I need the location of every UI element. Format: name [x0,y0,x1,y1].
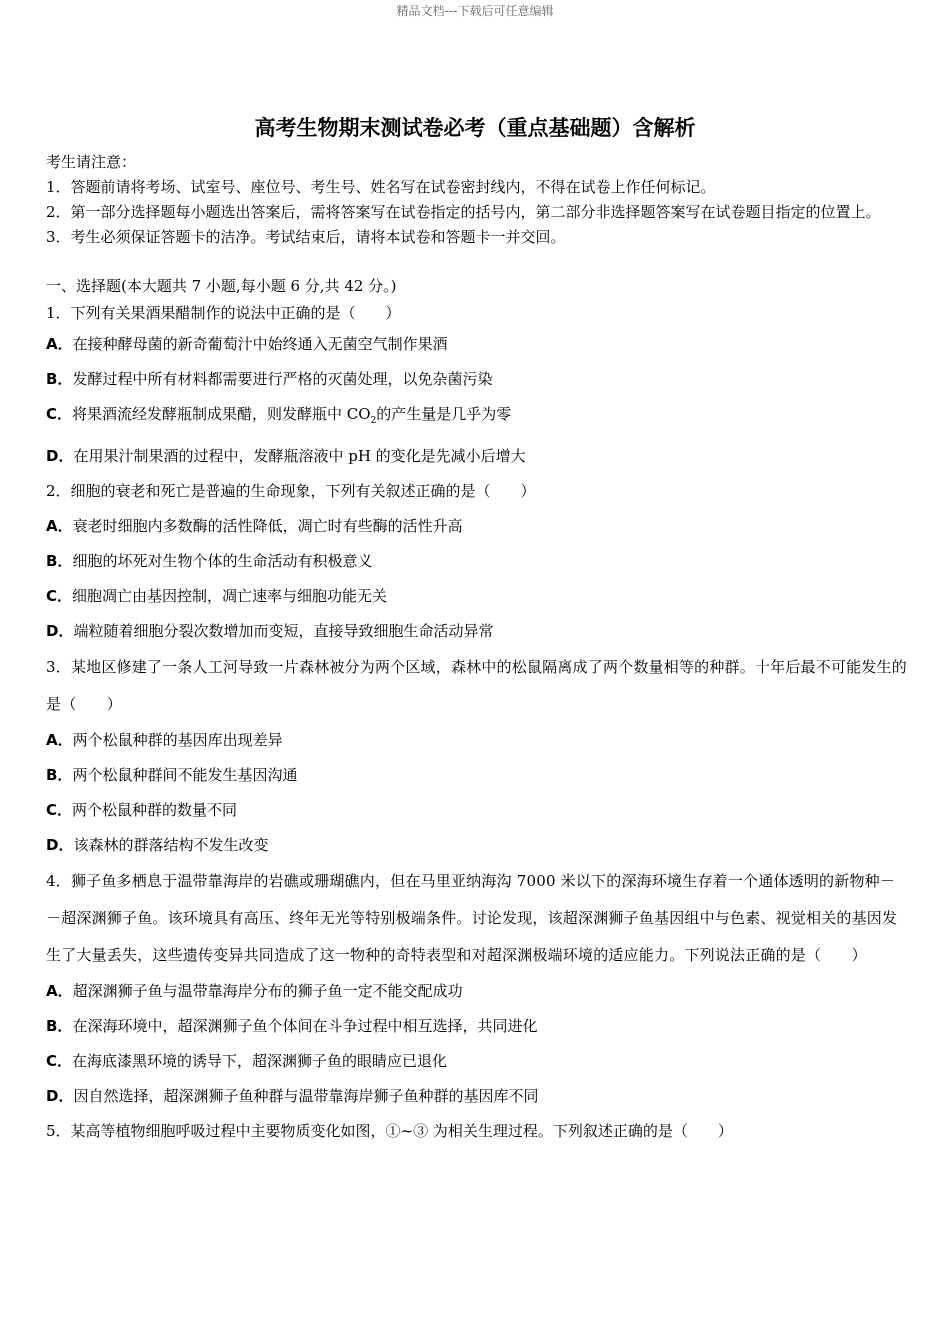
option-d: D．在用果汁制果酒的过程中，发酵瓶溶液中 pH 的变化是先减小后增大 [46,447,526,465]
option-a: A．两个松鼠种群的基因库出现差异 [46,731,283,749]
notice-heading: 考生请注意： [46,153,137,171]
option-c: C．细胞凋亡由基因控制，凋亡速率与细胞功能无关 [46,587,388,605]
option-d: D．端粒随着细胞分裂次数增加而变短，直接导致细胞生命活动异常 [46,622,494,640]
option-d: D．因自然选择，超深渊狮子鱼种群与温带靠海岸狮子鱼种群的基因库不同 [46,1087,539,1105]
section-heading: 一、选择题(本大题共 7 小题,每小题 6 分,共 42 分。) [46,277,397,295]
option-b: B．细胞的坏死对生物个体的生命活动有积极意义 [46,552,373,570]
notice-item: 2．第一部分选择题每小题选出答案后，需将答案写在试卷指定的括号内，第二部分非选择题答案写在试卷题目指定的位置上。 [46,203,881,221]
option-b: B．在深海环境中，超深渊狮子鱼个体间在斗争过程中相互选择，共同进化 [46,1017,538,1035]
document-body [46,150,910,1149]
option-b: B．两个松鼠种群间不能发生基因沟通 [46,766,298,784]
question-stem: 5．某高等植物细胞呼吸过程中主要物质变化如图，①~③ 为相关生理过程。下列叙述正确的是（ ） [46,1122,733,1140]
option-a: A．衰老时细胞内多数酶的活性降低，凋亡时有些酶的活性升高 [46,517,463,535]
watermark: 精品文档---下载后可任意编辑 [396,4,554,18]
question-stem: 1．下列有关果酒果醋制作的说法中正确的是（ ） [46,304,401,322]
question-stem: 4．狮子鱼多栖息于温带靠海岸的岩礁或珊瑚礁内，但在马里亚纳海沟 7000 米以下的深海环境生存着一个通体透明的新物种－－超深渊狮子鱼。该环境具有高压、终年无光等特别极端条件。讨论发现，该超深渊狮子鱼基因组中与色素、视觉相关的基因发生了大量丢失，这些遗传变异共同造成了这一物种的奇特表型和对超深渊极端环境的适应能力。下列说法正确的是（ ） [46,872,898,964]
option-d: D．该森林的群落结构不发生改变 [46,836,269,854]
option-c: C．两个松鼠种群的数量不同 [46,801,238,819]
page-title: 高考生物期末测试卷必考（重点基础题）含解析 [254,116,696,140]
option-c: C．在海底漆黑环境的诱导下，超深渊狮子鱼的眼睛应已退化 [46,1052,448,1070]
question-stem: 3．某地区修建了一条人工河导致一片森林被分为两个区域，森林中的松鼠隔离成了两个数量相等的种群。十年后最不可能发生的是（ ） [46,658,907,713]
option-c: C．将果酒流经发酵瓶制成果醋，则发酵瓶中 $CO_2$的产生量是几乎为零 [46,405,512,426]
notice-item: 3．考生必须保证答题卡的洁净。考试结束后，请将本试卷和答题卡一并交回。 [46,228,566,246]
question-stem: 2．细胞的衰老和死亡是普遍的生命现象，下列有关叙述正确的是（ ） [46,482,536,500]
option-b: B．发酵过程中所有材料都需要进行严格的灭菌处理，以免杂菌污染 [46,370,493,388]
notice-item: 1．答题前请将考场、试室号、座位号、考生号、姓名写在试卷密封线内，不得在试卷上作任何标记。 [46,178,716,196]
option-a: A．在接种酵母菌的新奇葡萄汁中始终通入无菌空气制作果酒 [46,335,448,353]
option-a: A．超深渊狮子鱼与温带靠海岸分布的狮子鱼一定不能交配成功 [46,982,463,1000]
